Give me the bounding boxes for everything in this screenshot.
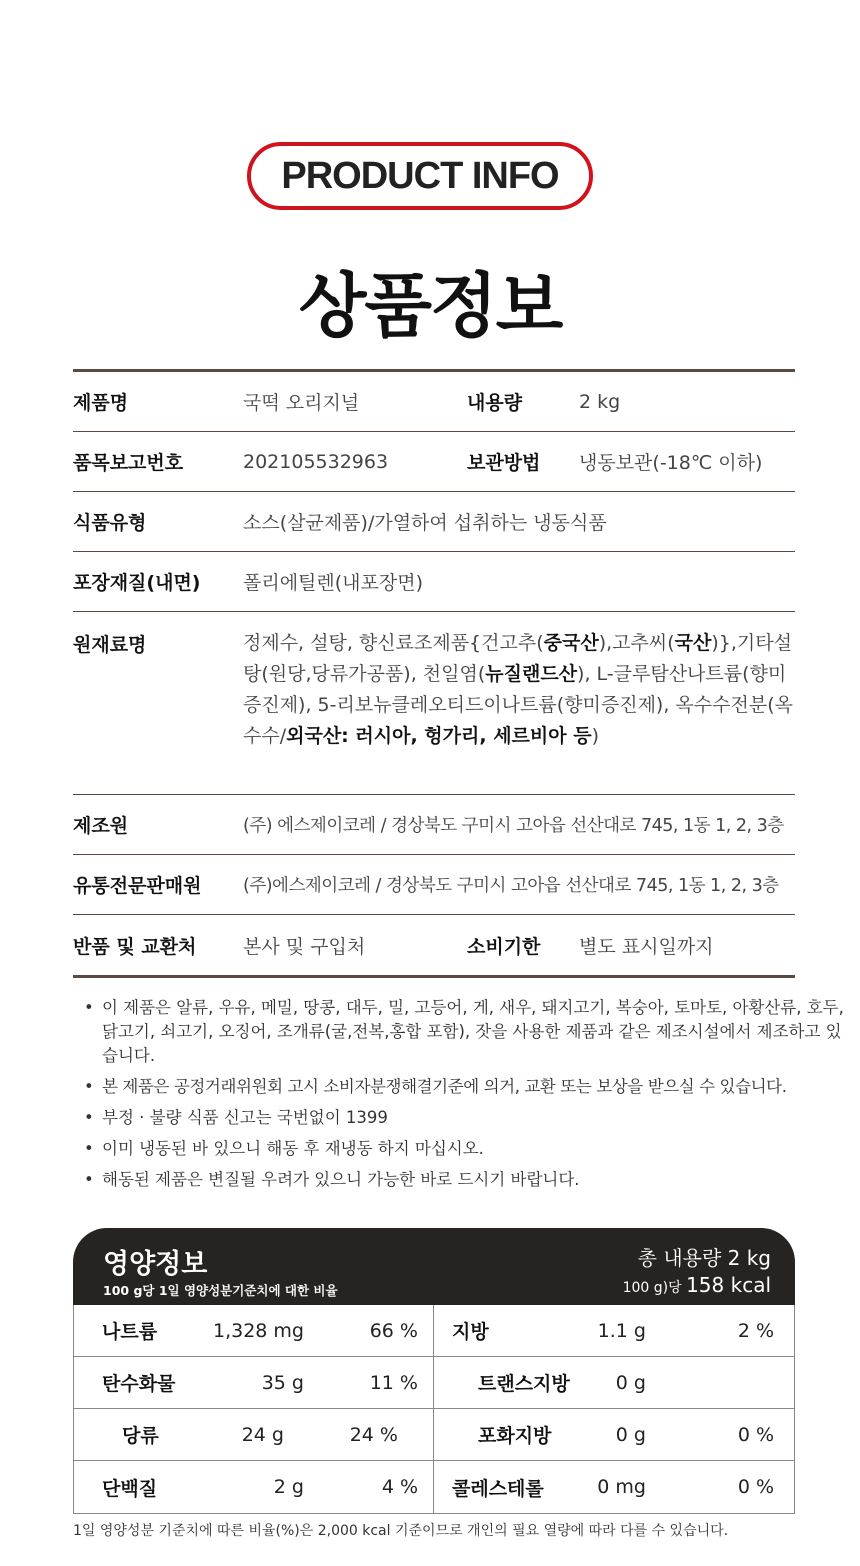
ingredients-label: 원재료명	[73, 634, 147, 656]
nutrient-name: 트랜스지방	[478, 1373, 570, 1395]
nutrient-amount: 35 g	[261, 1371, 304, 1394]
nutrition-row	[74, 1409, 794, 1461]
nutrient-percent: 0 %	[737, 1423, 774, 1446]
maker-value: (주) 에스제이코레 / 경상북도 구미시 고아읍 선산대로 745, 1동 1, 2, 3층	[243, 816, 784, 836]
kcal-value: 158 kcal	[686, 1273, 771, 1297]
nutrient-amount: 2 g	[273, 1476, 304, 1498]
nutrition-row	[74, 1305, 794, 1357]
product-info-table	[73, 369, 795, 978]
notice-text: 이미 냉동된 바 있으니 해동 후 재냉동 하지 마십시오.	[102, 1139, 484, 1158]
nutrition-footnote: 1일 영양성분 기준치에 따른 비율(%)은 2,000 kcal 기준이므로 개인의 필요 열량에 따라 다를 수 있습니다.	[73, 1523, 729, 1539]
page-title: 상품정보	[298, 265, 562, 347]
product-info-badge: PRODUCT INFO	[247, 142, 593, 210]
origin-highlight: 외국산: 러시아, 헝가리, 세르비아 등	[286, 725, 592, 747]
ingredients-text: ),고추씨(	[598, 632, 675, 654]
nutrient-percent: 0 %	[737, 1476, 774, 1498]
ingredients-text: ), L-글루탐산나트륨(향미증진제), 5-리보뉴클레오티드이나트륨(향미증진제), 옥수수전분(옥수수/	[243, 663, 793, 747]
nutrition-grid	[73, 1305, 795, 1514]
notice-text: 해동된 제품은 변질될 우려가 있으니 가능한 바로 드시기 바랍니다.	[102, 1170, 580, 1189]
info-row-package	[73, 552, 795, 612]
bullet-icon: •	[84, 1108, 94, 1127]
info-row-type	[73, 492, 795, 552]
nutrient-amount: 24 g	[241, 1423, 284, 1446]
distributor-value: (주)에스제이코레 / 경상북도 구미시 고아읍 선산대로 745, 1동 1, 2, 3층	[243, 876, 779, 896]
nutrient-percent: 11 %	[369, 1371, 418, 1394]
nutrient-amount: 0 g	[615, 1371, 646, 1394]
notice-item	[84, 1075, 844, 1099]
notice-text: 부정 · 불량 식품 신고는 국번없이 1399	[102, 1108, 388, 1127]
name-value: 국떡 오리지널	[243, 392, 360, 414]
volume-value: 2 kg	[579, 390, 621, 413]
storage-label: 보관방법	[467, 452, 541, 474]
info-row-name	[73, 372, 795, 432]
storage-value: 냉동보관(-18℃ 이하)	[579, 452, 763, 474]
nutrient-percent: 66 %	[369, 1319, 418, 1342]
name-label: 제품명	[73, 392, 129, 414]
nutrient-name: 포화지방	[478, 1425, 552, 1447]
ingredients-text: 정제수, 설탕, 향신료조제품{건고추(	[243, 632, 544, 654]
maker-label: 제조원	[73, 815, 129, 837]
ingredients-text: )},기타설탕(원당,당류가공품), 천일염(	[243, 632, 792, 685]
nutrition-row	[74, 1357, 794, 1409]
nutrient-amount: 1.1 g	[597, 1319, 646, 1342]
nutrient-percent: 2 %	[737, 1319, 774, 1342]
bullet-icon: •	[84, 1077, 94, 1096]
notice-item	[84, 1137, 844, 1161]
notice-text: 이 제품은 알류, 우유, 메밀, 땅콩, 대두, 밀, 고등어, 게, 새우, 돼지고기, 복숭아, 토마토, 아황산류, 호두, 닭고기, 쇠고기, 오징어, 조개류(굴,전복,홍합 포함), 잣을 사용한 제품과 같은 제조시설에서 제조하고 있습니다.	[102, 998, 844, 1065]
nutrition-subtitle: 100 g당 1일 영양성분기준치에 대한 비율	[103, 1283, 338, 1298]
nutrition-title: 영양정보	[103, 1249, 208, 1280]
return-value: 본사 및 구입처	[243, 935, 366, 958]
nutrient-name: 탄수화물	[102, 1373, 176, 1395]
report-label: 품목보고번호	[73, 452, 184, 474]
expiry-label: 소비기한	[467, 935, 541, 958]
per-unit: 100 g)당	[622, 1280, 682, 1296]
package-value: 폴리에틸렌(내포장면)	[243, 572, 424, 594]
notice-item	[84, 996, 844, 1068]
nutrition-per	[623, 1273, 771, 1297]
report-value: 202105532963	[243, 450, 389, 473]
bullet-icon: •	[84, 1170, 94, 1189]
return-label: 반품 및 교환처	[73, 935, 197, 958]
distributor-label: 유통전문판매원	[73, 875, 202, 897]
nutrient-percent: 4 %	[381, 1476, 418, 1498]
volume-label: 내용량	[467, 392, 523, 414]
bullet-icon: •	[84, 1139, 94, 1158]
origin-highlight: 국산	[674, 632, 712, 654]
info-row-distributor	[73, 855, 795, 915]
nutrition-header	[73, 1228, 795, 1305]
notice-item	[84, 1106, 844, 1130]
info-row-maker	[73, 795, 795, 855]
notice-item	[84, 1168, 844, 1192]
type-value: 소스(살균제품)/가열하여 섭취하는 냉동식품	[243, 512, 607, 534]
nutrition-facts	[73, 1228, 795, 1514]
nutrient-name: 나트륨	[102, 1321, 158, 1343]
origin-highlight: 중국산	[543, 632, 599, 654]
expiry-value: 별도 표시일까지	[579, 935, 714, 958]
nutrition-row	[74, 1461, 794, 1513]
info-row-report	[73, 432, 795, 492]
info-row-ingredients	[73, 612, 795, 795]
info-row-return	[73, 915, 795, 975]
nutrient-name: 지방	[452, 1321, 489, 1343]
package-label: 포장재질(내면)	[73, 572, 201, 594]
nutrition-total: 총 내용량 2 kg	[637, 1246, 771, 1270]
nutrient-amount: 0 g	[615, 1423, 646, 1446]
ingredients-text: )	[591, 725, 599, 747]
notice-list	[84, 996, 844, 1199]
nutrient-percent: 24 %	[349, 1423, 398, 1446]
nutrient-amount: 0 mg	[597, 1476, 646, 1498]
origin-highlight: 뉴질랜드산	[485, 663, 578, 685]
bullet-icon: •	[84, 998, 94, 1017]
notice-text: 본 제품은 공정거래위원회 고시 소비자분쟁해결기준에 의거, 교환 또는 보상을 받으실 수 있습니다.	[102, 1077, 787, 1096]
type-label: 식품유형	[73, 512, 147, 534]
nutrient-name: 콜레스테롤	[452, 1477, 544, 1500]
ingredients-value	[243, 628, 795, 752]
nutrient-name: 당류	[122, 1425, 159, 1447]
nutrient-amount: 1,328 mg	[212, 1319, 304, 1342]
nutrient-name: 단백질	[102, 1477, 158, 1500]
